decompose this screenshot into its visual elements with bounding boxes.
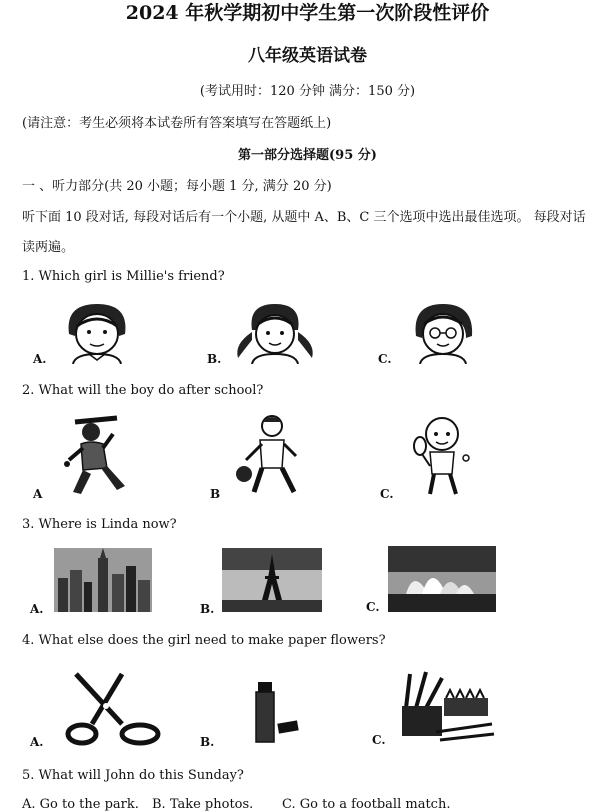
q3-option-a: A. — [30, 602, 44, 616]
q2-option-a: A — [33, 487, 43, 501]
girl-with-pigtails-image — [230, 300, 320, 364]
q3-option-c: C. — [366, 600, 380, 614]
glue-stick-image — [242, 680, 302, 746]
q1-option-b: B. — [207, 352, 222, 366]
question-1: 1. Which girl is Millie's friend? — [22, 269, 225, 284]
scissors-image — [52, 670, 164, 748]
exam-info: (考试用时：120 分钟 满分：150 分) — [199, 84, 416, 99]
q4-option-a: A. — [30, 735, 44, 749]
exam-notice: (请注意：考生必须将本试卷所有答案填写在答题纸上) — [22, 116, 332, 131]
q1-option-c: C. — [378, 352, 392, 366]
question-2: 2. What will the boy do after school? — [22, 383, 264, 398]
q2-option-b: B — [210, 487, 221, 501]
q4-option-b: B. — [200, 735, 215, 749]
girl-with-glasses-image — [400, 300, 486, 364]
basketball-boy-image — [232, 412, 308, 500]
baseball-player-image — [55, 412, 135, 500]
q3-option-b: B. — [200, 602, 215, 616]
q5-option-c: C. Go to a football match. — [282, 797, 451, 812]
q4-option-c: C. — [372, 733, 386, 747]
question-4: 4. What else does the girl need to make paper flowers? — [22, 633, 386, 648]
question-3: 3. Where is Linda now? — [22, 517, 177, 532]
exam-subtitle: 八年级英语试卷 — [248, 46, 367, 66]
section-heading: 一 、听力部分(共 20 小题；每小题 1 分, 满分 20 分) — [22, 179, 332, 194]
eiffel-tower-image — [222, 548, 322, 612]
question-5: 5. What will John do this Sunday? — [22, 768, 244, 783]
tennis-boy-image — [412, 412, 474, 500]
exam-title: 2024 年秋学期初中学生第一次阶段性评价 — [125, 2, 490, 24]
girl-with-bob-hair-image — [55, 300, 139, 364]
sydney-opera-house-image — [388, 546, 496, 612]
pens-and-pencils-image — [396, 668, 496, 746]
part-heading: 第一部分选择题(95 分) — [238, 148, 377, 163]
q1-option-a: A. — [33, 352, 47, 366]
q5-option-a: A. Go to the park. — [22, 797, 139, 812]
instructions: 听下面 10 段对话, 每段对话后有一个小题, 从题中 A、B、C 三个选项中选出最佳选项。 每段对话读两遍。 — [22, 210, 586, 255]
q5-option-b: B. Take photos. — [152, 797, 254, 812]
q2-option-c: C. — [380, 487, 394, 501]
new-york-skyline-image — [54, 548, 152, 612]
